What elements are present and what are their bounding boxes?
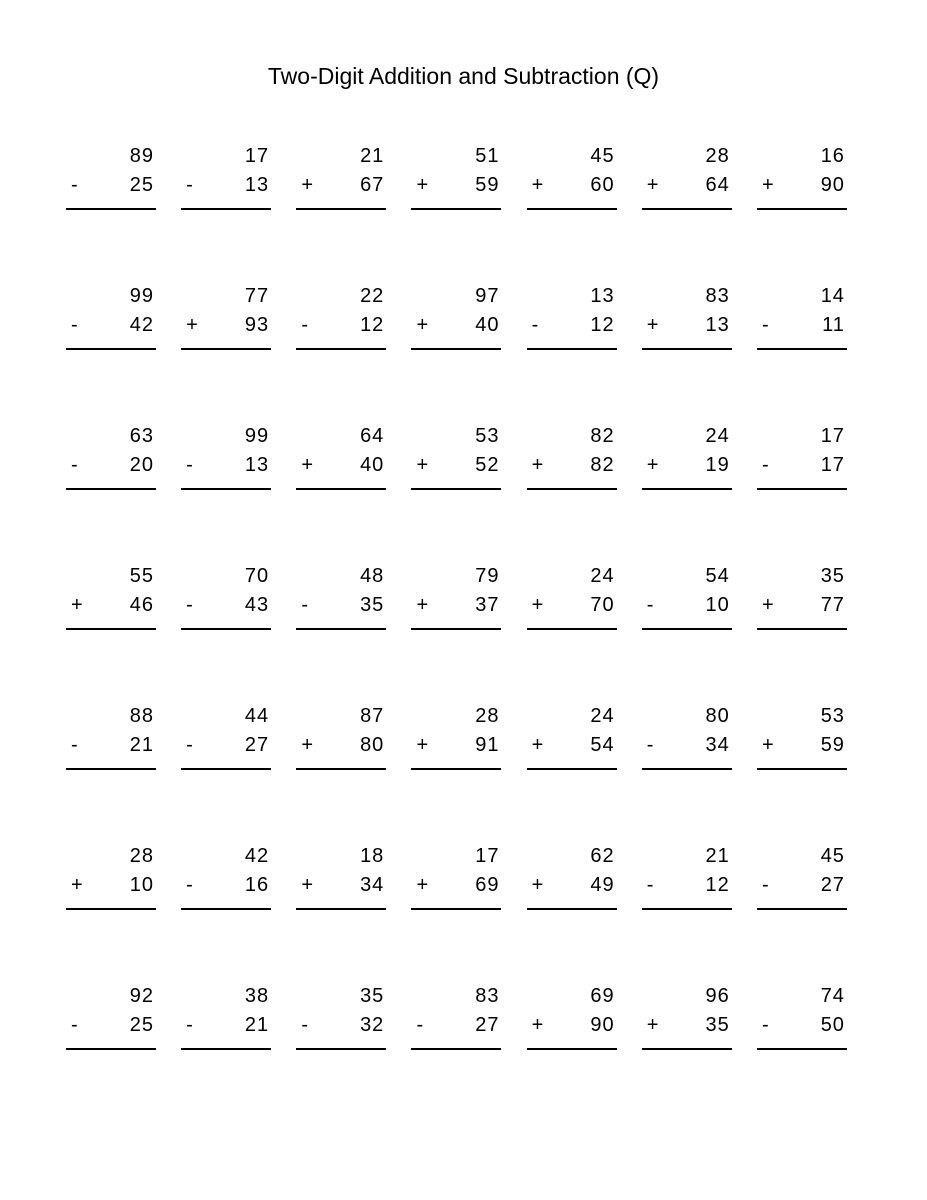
operator-row [527, 871, 617, 900]
operator-row [411, 591, 501, 620]
operator-row [527, 171, 617, 200]
operator-row [757, 871, 847, 900]
answer-line [296, 1048, 386, 1050]
operator-sign: + [416, 874, 429, 896]
bottom-operand: 77 [820, 594, 845, 616]
answer-line [66, 1048, 156, 1050]
bottom-operand: 54 [590, 734, 615, 756]
answer-line [527, 488, 617, 490]
answer-line [296, 768, 386, 770]
math-problem [181, 142, 271, 210]
answer-line [757, 348, 847, 350]
operator-sign: - [71, 734, 78, 756]
operator-row [642, 451, 732, 480]
operator-sign: - [71, 314, 78, 336]
operator-row [642, 871, 732, 900]
bottom-operand: 59 [475, 174, 500, 196]
operator-row [411, 871, 501, 900]
operator-row [757, 171, 847, 200]
math-problem [296, 422, 386, 490]
top-operand: 21 [360, 145, 385, 167]
operator-row [642, 311, 732, 340]
answer-line [527, 628, 617, 630]
operator-row [181, 871, 271, 900]
math-problem [642, 422, 732, 490]
top-operand: 35 [360, 985, 385, 1007]
bottom-operand: 11 [822, 314, 845, 336]
math-problem [527, 982, 617, 1050]
top-operand: 38 [244, 985, 270, 1007]
top-operand: 74 [820, 985, 845, 1007]
operator-sign: - [71, 1014, 78, 1036]
top-operand: 45 [820, 845, 845, 867]
bottom-operand: 34 [360, 874, 385, 896]
answer-line [181, 348, 271, 350]
math-problem [527, 142, 617, 210]
operator-sign: + [531, 594, 544, 616]
answer-line [181, 908, 271, 910]
bottom-operand: 35 [705, 1014, 730, 1036]
math-problem [411, 982, 501, 1050]
math-problem [181, 702, 271, 770]
top-operand: 83 [705, 285, 730, 307]
answer-line [66, 908, 156, 910]
top-operand: 17 [244, 145, 270, 167]
math-problem [181, 842, 271, 910]
bottom-operand: 12 [590, 314, 615, 336]
answer-line [411, 628, 501, 630]
math-problem [642, 842, 732, 910]
math-problem [642, 562, 732, 630]
math-problem [642, 142, 732, 210]
bottom-operand: 91 [475, 734, 500, 756]
bottom-operand: 64 [705, 174, 730, 196]
top-operand: 63 [129, 425, 154, 447]
operator-row [757, 311, 847, 340]
bottom-operand: 60 [590, 174, 615, 196]
operator-sign: - [646, 594, 654, 616]
operator-row [296, 311, 386, 340]
operator-sign: + [646, 454, 659, 476]
bottom-operand: 67 [360, 174, 385, 196]
answer-line [757, 908, 847, 910]
math-problem [296, 842, 386, 910]
bottom-operand: 25 [129, 1014, 154, 1036]
operator-row [296, 591, 386, 620]
bottom-operand: 12 [360, 314, 385, 336]
operator-sign: + [416, 594, 429, 616]
top-operand: 53 [820, 705, 845, 727]
bottom-operand: 34 [705, 734, 730, 756]
top-operand: 24 [590, 565, 615, 587]
bottom-operand: 69 [475, 874, 500, 896]
bottom-operand: 12 [705, 874, 730, 896]
top-operand: 28 [705, 145, 730, 167]
math-problem [642, 702, 732, 770]
top-operand: 87 [360, 705, 385, 727]
top-operand: 88 [129, 705, 154, 727]
math-problem [66, 842, 156, 910]
math-problem [642, 282, 732, 350]
operator-row [66, 311, 156, 340]
bottom-operand: 13 [244, 454, 270, 476]
top-operand: 35 [820, 565, 845, 587]
bottom-operand: 25 [129, 174, 154, 196]
operator-sign: - [531, 314, 539, 336]
math-problem [296, 562, 386, 630]
answer-line [66, 628, 156, 630]
operator-row [757, 451, 847, 480]
bottom-operand: 80 [360, 734, 385, 756]
top-operand: 62 [590, 845, 615, 867]
answer-line [757, 1048, 847, 1050]
operator-sign: + [761, 174, 774, 196]
operator-row [642, 591, 732, 620]
answer-line [642, 348, 732, 350]
bottom-operand: 43 [244, 594, 270, 616]
top-operand: 18 [360, 845, 385, 867]
math-problem [181, 422, 271, 490]
math-problem [757, 982, 847, 1050]
operator-row [66, 451, 156, 480]
math-problem [527, 702, 617, 770]
top-operand: 22 [360, 285, 385, 307]
operator-row [411, 311, 501, 340]
bottom-operand: 90 [820, 174, 845, 196]
math-problem [527, 422, 617, 490]
math-problem [757, 422, 847, 490]
operator-row [642, 171, 732, 200]
math-problem [296, 982, 386, 1050]
operator-sign: - [301, 594, 308, 616]
answer-line [757, 628, 847, 630]
answer-line [411, 208, 501, 210]
answer-line [66, 488, 156, 490]
operator-sign: + [416, 314, 429, 336]
operator-sign: + [416, 174, 429, 196]
math-problem [181, 982, 271, 1050]
bottom-operand: 19 [705, 454, 730, 476]
operator-row [181, 731, 271, 760]
math-problem [411, 842, 501, 910]
operator-row [66, 871, 156, 900]
answer-line [411, 1048, 501, 1050]
math-problem [527, 282, 617, 350]
operator-sign: - [186, 734, 193, 756]
top-operand: 99 [129, 285, 154, 307]
operator-row [642, 731, 732, 760]
answer-line [181, 488, 271, 490]
operator-row [527, 1011, 617, 1040]
operator-row [527, 591, 617, 620]
top-operand: 17 [820, 425, 845, 447]
operator-sign: + [301, 174, 313, 196]
operator-sign: - [186, 174, 193, 196]
bottom-operand: 40 [360, 454, 385, 476]
top-operand: 28 [129, 845, 154, 867]
top-operand: 92 [129, 985, 154, 1007]
operator-sign: - [186, 1014, 193, 1036]
bottom-operand: 82 [590, 454, 615, 476]
top-operand: 21 [705, 845, 730, 867]
operator-sign: + [531, 874, 544, 896]
bottom-operand: 27 [244, 734, 270, 756]
top-operand: 97 [475, 285, 500, 307]
bottom-operand: 93 [244, 314, 270, 336]
page-title: Two-Digit Addition and Subtraction (Q) [267, 63, 660, 89]
bottom-operand: 32 [360, 1014, 385, 1036]
answer-line [642, 908, 732, 910]
top-operand: 51 [475, 145, 500, 167]
operator-row [757, 591, 847, 620]
operator-row [757, 731, 847, 760]
answer-line [181, 628, 271, 630]
bottom-operand: 16 [244, 874, 270, 896]
bottom-operand: 27 [475, 1014, 500, 1036]
answer-line [527, 348, 617, 350]
operator-row [411, 171, 501, 200]
operator-sign: - [416, 1014, 424, 1036]
bottom-operand: 40 [475, 314, 500, 336]
operator-sign: - [301, 1014, 308, 1036]
math-problem [527, 842, 617, 910]
answer-line [527, 208, 617, 210]
top-operand: 48 [360, 565, 385, 587]
top-operand: 13 [590, 285, 615, 307]
operator-sign: + [646, 314, 659, 336]
math-problem [757, 702, 847, 770]
math-problem [296, 702, 386, 770]
top-operand: 96 [705, 985, 730, 1007]
operator-sign: - [186, 874, 193, 896]
operator-sign: + [71, 874, 83, 896]
math-problem [411, 422, 501, 490]
top-operand: 54 [705, 565, 730, 587]
bottom-operand: 20 [129, 454, 154, 476]
math-problem [757, 842, 847, 910]
operator-sign: - [761, 454, 769, 476]
answer-line [181, 768, 271, 770]
top-operand: 45 [590, 145, 615, 167]
operator-row [411, 731, 501, 760]
answer-line [411, 908, 501, 910]
answer-line [296, 208, 386, 210]
math-problem [642, 982, 732, 1050]
bottom-operand: 70 [590, 594, 615, 616]
operator-row [527, 731, 617, 760]
answer-line [642, 488, 732, 490]
operator-sign: + [531, 454, 544, 476]
answer-line [411, 488, 501, 490]
bottom-operand: 17 [820, 454, 845, 476]
bottom-operand: 50 [820, 1014, 845, 1036]
operator-row [296, 171, 386, 200]
operator-sign: - [761, 314, 769, 336]
operator-row [296, 731, 386, 760]
bottom-operand: 21 [129, 734, 154, 756]
operator-sign: + [646, 1014, 659, 1036]
answer-line [296, 488, 386, 490]
operator-row [66, 171, 156, 200]
math-problem [296, 142, 386, 210]
operator-sign: + [531, 174, 544, 196]
operator-sign: - [646, 734, 654, 756]
math-problem [527, 562, 617, 630]
operator-sign: + [301, 734, 313, 756]
top-operand: 99 [244, 425, 270, 447]
top-operand: 16 [820, 145, 845, 167]
operator-sign: + [71, 594, 83, 616]
top-operand: 82 [590, 425, 615, 447]
operator-sign: + [761, 734, 774, 756]
operator-sign: + [186, 314, 198, 336]
operator-row [757, 1011, 847, 1040]
operator-row [411, 1011, 501, 1040]
math-problem [66, 702, 156, 770]
math-problem [66, 142, 156, 210]
top-operand: 69 [590, 985, 615, 1007]
math-problem [181, 562, 271, 630]
operator-row [411, 451, 501, 480]
operator-sign: - [186, 594, 193, 616]
answer-line [181, 208, 271, 210]
bottom-operand: 13 [705, 314, 730, 336]
operator-row [642, 1011, 732, 1040]
top-operand: 24 [705, 425, 730, 447]
answer-line [296, 908, 386, 910]
bottom-operand: 13 [244, 174, 270, 196]
operator-row [181, 1011, 271, 1040]
math-problem [411, 142, 501, 210]
math-problem [66, 562, 156, 630]
answer-line [66, 208, 156, 210]
operator-sign: - [646, 874, 654, 896]
top-operand: 28 [475, 705, 500, 727]
operator-row [181, 171, 271, 200]
operator-sign: + [761, 594, 774, 616]
math-problem [296, 282, 386, 350]
operator-row [296, 871, 386, 900]
operator-sign: + [416, 454, 429, 476]
answer-line [411, 348, 501, 350]
top-operand: 17 [475, 845, 500, 867]
operator-row [527, 451, 617, 480]
top-operand: 64 [360, 425, 385, 447]
top-operand: 42 [244, 845, 270, 867]
answer-line [527, 1048, 617, 1050]
operator-row [181, 591, 271, 620]
bottom-operand: 27 [820, 874, 845, 896]
operator-sign: - [301, 314, 308, 336]
math-problem [757, 562, 847, 630]
answer-line [411, 768, 501, 770]
top-operand: 53 [475, 425, 500, 447]
bottom-operand: 59 [820, 734, 845, 756]
operator-sign: - [71, 174, 78, 196]
answer-line [642, 1048, 732, 1050]
operator-row [296, 1011, 386, 1040]
operator-row [66, 1011, 156, 1040]
top-operand: 55 [129, 565, 154, 587]
answer-line [642, 628, 732, 630]
math-problem [411, 702, 501, 770]
operator-sign: - [761, 1014, 769, 1036]
top-operand: 89 [129, 145, 154, 167]
operator-sign: + [531, 1014, 544, 1036]
answer-line [757, 208, 847, 210]
math-problem [181, 282, 271, 350]
bottom-operand: 42 [129, 314, 154, 336]
operator-row [66, 731, 156, 760]
answer-line [642, 768, 732, 770]
top-operand: 79 [475, 565, 500, 587]
bottom-operand: 37 [475, 594, 500, 616]
answer-line [527, 768, 617, 770]
operator-row [296, 451, 386, 480]
answer-line [757, 768, 847, 770]
operator-sign: + [416, 734, 429, 756]
problems-grid [66, 142, 847, 1050]
answer-line [642, 208, 732, 210]
operator-sign: + [301, 874, 313, 896]
bottom-operand: 90 [590, 1014, 615, 1036]
math-problem [66, 982, 156, 1050]
math-problem [66, 282, 156, 350]
top-operand: 70 [244, 565, 270, 587]
top-operand: 83 [475, 985, 500, 1007]
top-operand: 14 [820, 285, 845, 307]
operator-sign: - [71, 454, 78, 476]
top-operand: 24 [590, 705, 615, 727]
math-problem [66, 422, 156, 490]
answer-line [296, 628, 386, 630]
operator-sign: + [531, 734, 544, 756]
answer-line [66, 768, 156, 770]
operator-sign: - [761, 874, 769, 896]
math-problem [411, 562, 501, 630]
bottom-operand: 10 [705, 594, 730, 616]
math-problem [411, 282, 501, 350]
bottom-operand: 10 [129, 874, 154, 896]
operator-row [527, 311, 617, 340]
bottom-operand: 35 [360, 594, 385, 616]
operator-sign: - [186, 454, 193, 476]
answer-line [757, 488, 847, 490]
operator-row [181, 311, 271, 340]
top-operand: 44 [244, 705, 270, 727]
operator-sign: + [301, 454, 313, 476]
bottom-operand: 46 [129, 594, 154, 616]
operator-sign: + [646, 174, 659, 196]
bottom-operand: 49 [590, 874, 615, 896]
math-problem [757, 282, 847, 350]
operator-row [66, 591, 156, 620]
top-operand: 77 [244, 285, 270, 307]
bottom-operand: 52 [475, 454, 500, 476]
bottom-operand: 21 [244, 1014, 270, 1036]
answer-line [181, 1048, 271, 1050]
math-problem [757, 142, 847, 210]
answer-line [527, 908, 617, 910]
top-operand: 80 [705, 705, 730, 727]
answer-line [66, 348, 156, 350]
answer-line [296, 348, 386, 350]
operator-row [181, 451, 271, 480]
